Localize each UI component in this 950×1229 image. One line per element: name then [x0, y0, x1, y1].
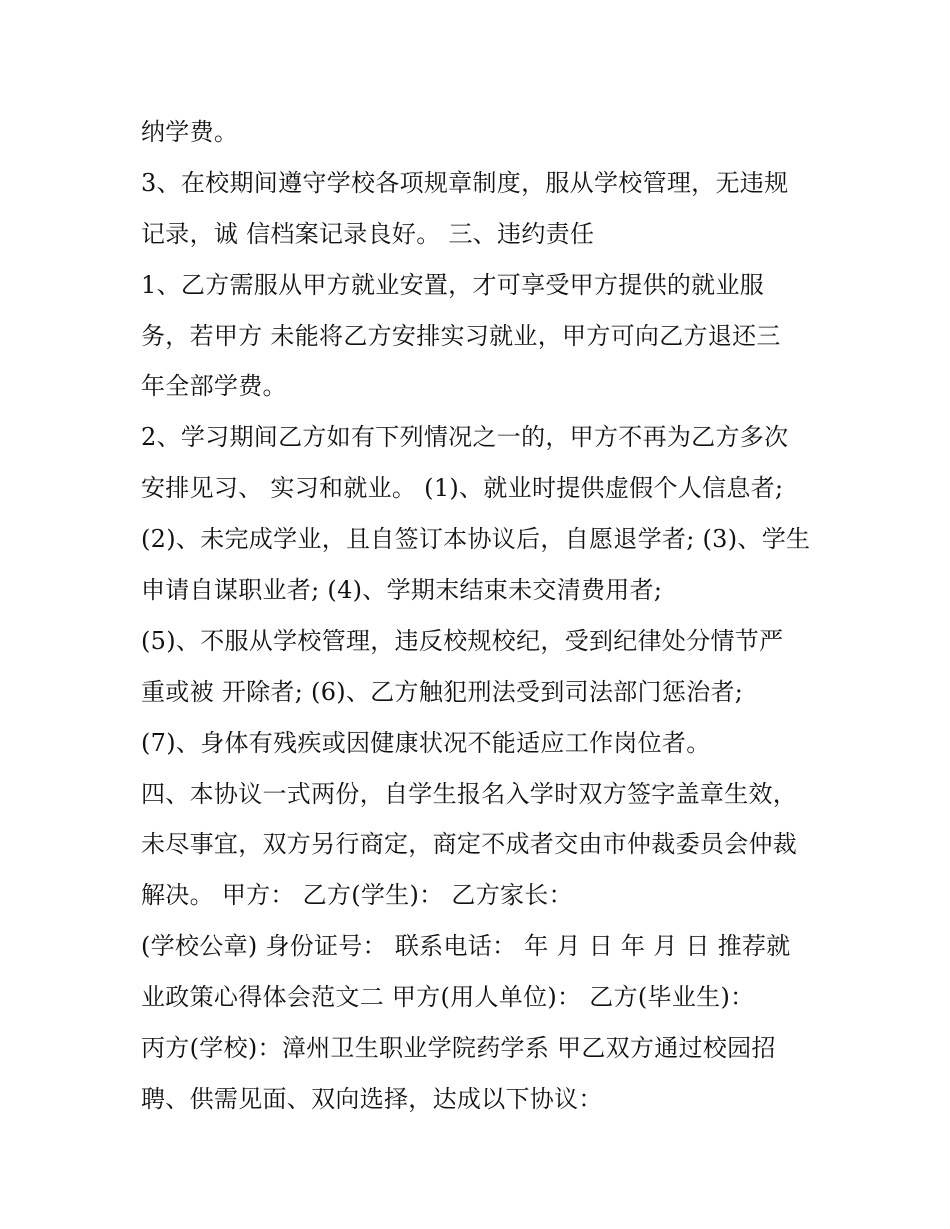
text-line: 丙方(学校)：漳州卫生职业学院药学系 甲乙双方通过校园招 — [141, 1034, 776, 1063]
text-line: 重或被 开除者; (6)、乙方触犯刑法受到司法部门惩治者; — [141, 677, 744, 706]
text-line: 四、本协议一式两份，自学生报名入学时双方签字盖章生效， — [141, 779, 798, 808]
text-line: 未尽事宜，双方另行商定，商定不成者交由市仲裁委员会仲裁 — [141, 830, 798, 859]
text-line: 聘、供需见面、双向选择，达成以下协议： — [141, 1084, 603, 1113]
document-body — [141, 107, 841, 1125]
text-line: 1、乙方需服从甲方就业安置，才可享受甲方提供的就业服 — [141, 270, 765, 299]
text-line: 3、在校期间遵守学校各项规章制度，服从学校管理，无违规 — [141, 168, 789, 197]
text-line: 记录，诚 信档案记录良好。 三、违约责任 — [141, 219, 595, 248]
text-line: 年全部学费。 — [141, 372, 287, 401]
text-line: 务，若甲方 未能将乙方安排实习就业，甲方可向乙方退还三 — [141, 321, 781, 350]
text-line: 2、学习期间乙方如有下列情况之一的，甲方不再为乙方多次 — [141, 423, 789, 452]
text-line: (学校公章) 身份证号： 联系电话： 年 月 日 年 月 日 推荐就 — [141, 932, 791, 961]
text-line: (7)、身体有残疾或因健康状况不能适应工作岗位者。 — [141, 728, 711, 757]
text-line: 安排见习、 实习和就业。 (1)、就业时提供虚假个人信息者; — [141, 474, 784, 503]
text-line: 解决。 甲方： 乙方(学生)： 乙方家长： — [141, 881, 573, 910]
text-line: (5)、不服从学校管理，违反校规校纪，受到纪律处分情节严 — [141, 626, 784, 655]
text-line: (2)、未完成学业，且自签订本协议后，自愿退学者; (3)、学生 — [141, 525, 811, 554]
text-line: 纳学费。 — [141, 118, 239, 146]
text-line: 业政策心得体会范文二 甲方(用人单位)： 乙方(毕业生)： — [141, 983, 755, 1012]
text-line: 申请自谋职业者; (4)、学期末结束未交清费用者; — [141, 576, 663, 605]
